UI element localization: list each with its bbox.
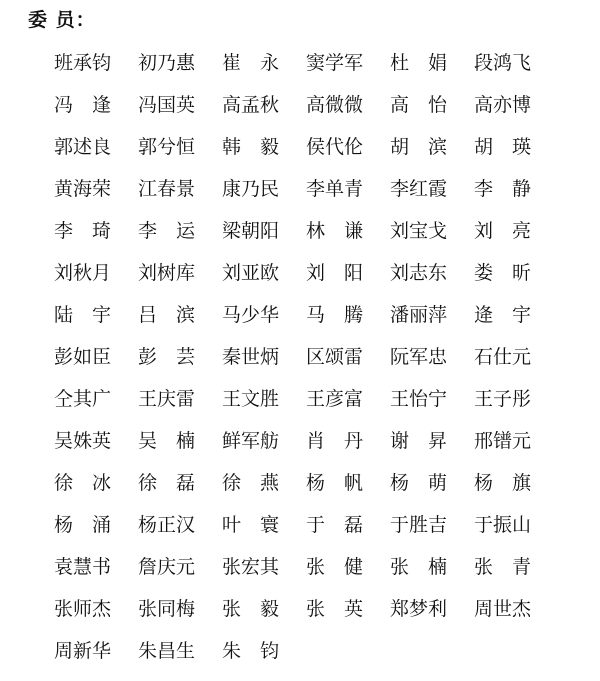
member-name: 杨 萌 (390, 472, 448, 494)
member-name: 刘志东 (390, 262, 448, 284)
member-name: 张 健 (306, 556, 364, 578)
member-name: 区颂雷 (306, 346, 364, 368)
member-name: 郭兮恒 (138, 136, 196, 158)
member-name: 邢镨元 (474, 430, 532, 452)
member-name: 胡 瑛 (474, 136, 532, 158)
member-name: 冯国英 (138, 94, 196, 116)
member-name: 周新华 (54, 640, 112, 662)
member-name: 阮军忠 (390, 346, 448, 368)
member-name: 刘亚欧 (222, 262, 280, 284)
member-name: 张 青 (474, 556, 532, 578)
member-name: 杨 帆 (306, 472, 364, 494)
member-name: 仝其广 (54, 388, 112, 410)
member-name: 于胜吉 (390, 514, 448, 536)
member-name: 江春景 (138, 178, 196, 200)
member-name: 于振山 (474, 514, 532, 536)
member-name: 彭 芸 (138, 346, 196, 368)
member-name: 朱昌生 (138, 640, 196, 662)
member-name: 詹庆元 (138, 556, 196, 578)
member-name: 班承钧 (54, 52, 112, 74)
member-name: 刘 阳 (306, 262, 364, 284)
member-name: 李红霞 (390, 178, 448, 200)
member-name: 冯 逢 (54, 94, 112, 116)
member-name: 刘 亮 (474, 220, 532, 242)
member-name: 张宏其 (222, 556, 280, 578)
member-name: 王文胜 (222, 388, 280, 410)
member-name: 马少华 (222, 304, 280, 326)
member-name: 张 楠 (390, 556, 448, 578)
member-name: 黄海荣 (54, 178, 112, 200)
member-name: 杨 旗 (474, 472, 532, 494)
member-name: 高亦博 (474, 94, 532, 116)
member-name: 徐 冰 (54, 472, 112, 494)
member-name: 袁慧书 (54, 556, 112, 578)
member-name: 张 英 (306, 598, 364, 620)
committee-members-heading: 委 员： (28, 9, 96, 31)
member-name: 窦学军 (306, 52, 364, 74)
member-name: 刘秋月 (54, 262, 112, 284)
member-name: 李 静 (474, 178, 532, 200)
member-name: 杜 娟 (390, 52, 448, 74)
member-name: 高 怡 (390, 94, 448, 116)
member-name: 鲜军舫 (222, 430, 280, 452)
member-name: 韩 毅 (222, 136, 280, 158)
member-name: 马 腾 (306, 304, 364, 326)
member-name: 徐 燕 (222, 472, 280, 494)
member-name: 吴姝英 (54, 430, 112, 452)
member-name: 梁朝阳 (222, 220, 280, 242)
member-name: 张 毅 (222, 598, 280, 620)
member-name: 刘树库 (138, 262, 196, 284)
member-name: 段鸿飞 (474, 52, 532, 74)
member-name: 李 运 (138, 220, 196, 242)
member-name: 秦世炳 (222, 346, 280, 368)
member-name: 石仕元 (474, 346, 532, 368)
member-name: 朱 钧 (222, 640, 280, 662)
member-name: 杨 涌 (54, 514, 112, 536)
member-name: 林 谦 (306, 220, 364, 242)
member-name: 康乃民 (222, 178, 280, 200)
member-name: 高孟秋 (222, 94, 280, 116)
member-name: 娄 昕 (474, 262, 532, 284)
member-name: 王庆雷 (138, 388, 196, 410)
member-name: 刘宝戈 (390, 220, 448, 242)
member-name: 周世杰 (474, 598, 532, 620)
member-name: 李 琦 (54, 220, 112, 242)
member-name: 陆 宇 (54, 304, 112, 326)
member-name: 李单青 (306, 178, 364, 200)
member-name: 吕 滨 (138, 304, 196, 326)
member-name: 王子彤 (474, 388, 532, 410)
member-name: 张师杰 (54, 598, 112, 620)
member-name: 潘丽萍 (390, 304, 448, 326)
member-name: 张同梅 (138, 598, 196, 620)
member-name-grid (54, 51, 558, 681)
member-name: 于 磊 (306, 514, 364, 536)
member-name: 王怡宁 (390, 388, 448, 410)
member-name: 崔 永 (222, 52, 280, 74)
member-name: 肖 丹 (306, 430, 364, 452)
member-name: 谢 昇 (390, 430, 448, 452)
member-name: 徐 磊 (138, 472, 196, 494)
member-name: 初乃惠 (138, 52, 196, 74)
member-name: 郑梦利 (390, 598, 448, 620)
member-name: 逄 宇 (474, 304, 532, 326)
member-name: 侯代伦 (306, 136, 364, 158)
member-name: 胡 滨 (390, 136, 448, 158)
member-name: 叶 寰 (222, 514, 280, 536)
member-name: 高微微 (306, 94, 364, 116)
member-name: 吴 楠 (138, 430, 196, 452)
member-name: 杨正汉 (138, 514, 196, 536)
member-name: 郭述良 (54, 136, 112, 158)
member-name: 王彦富 (306, 388, 364, 410)
member-name: 彭如臣 (54, 346, 112, 368)
